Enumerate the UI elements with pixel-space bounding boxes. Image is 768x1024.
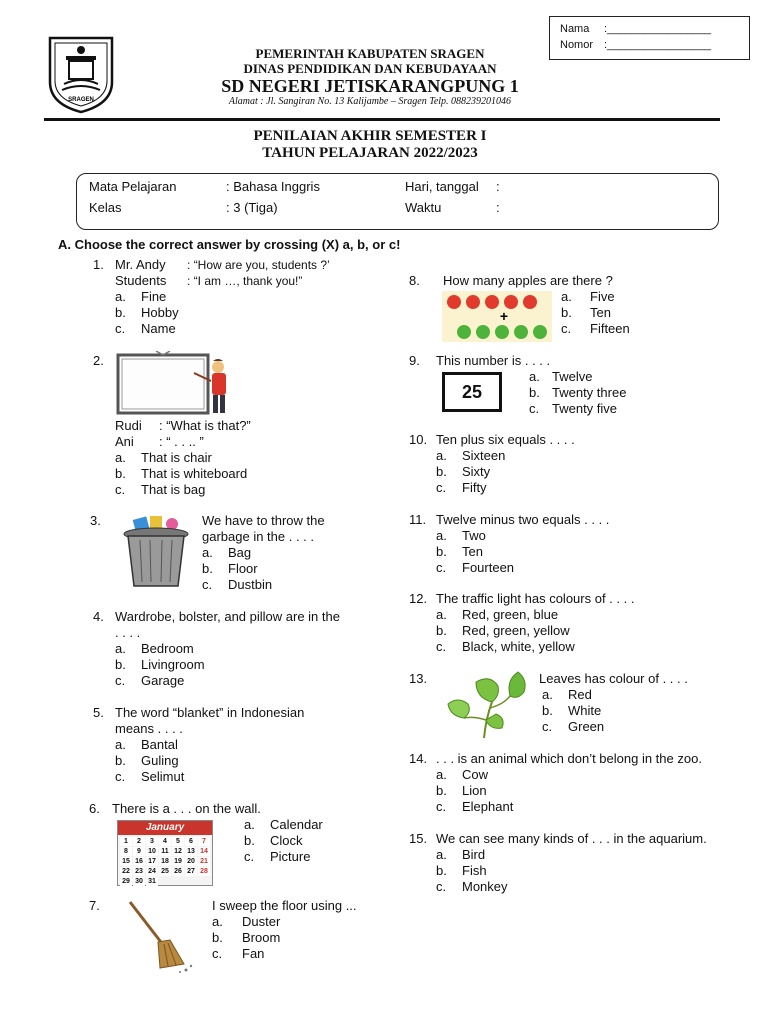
question-3: We have to throw the garbage in the . . . . a. Bag b. Floor c. Dustbin: [202, 513, 325, 592]
option-a[interactable]: Duster: [242, 914, 281, 929]
question-12: 12. The traffic light has colours of . . . . a. Red, green, blue b. Red, green, yellow c. Black, white, yellow: [409, 591, 635, 654]
calendar-day: 24: [146, 867, 158, 876]
question-7: I sweep the floor using ... a. Duster b. Broom c. Fan: [212, 898, 357, 961]
calendar-day: 21: [198, 857, 210, 866]
calendar-day: 26: [172, 867, 184, 876]
option-b[interactable]: White: [568, 703, 602, 718]
option-b[interactable]: Broom: [242, 930, 281, 945]
subject-label: Mata Pelajaran: [89, 179, 177, 194]
class-label: Kelas: [89, 200, 122, 215]
option-a[interactable]: That is chair: [141, 450, 212, 465]
option-a[interactable]: Bag: [228, 545, 252, 560]
calendar-day: 16: [133, 857, 145, 866]
calendar-day: 19: [172, 857, 184, 866]
question-5: 5. The word “blanket” in Indonesian means . . . . a. Bantal b. Guling c. Selimut: [93, 705, 305, 784]
option-b[interactable]: Red, green, yellow: [462, 623, 570, 638]
calendar-day: 25: [159, 867, 171, 876]
option-b[interactable]: Ten: [462, 544, 483, 559]
option-a[interactable]: Bedroom: [141, 641, 194, 656]
exam-year: TAHUN PELAJARAN 2022/2023: [262, 145, 478, 161]
time-value: :: [496, 200, 500, 215]
calendar-day: 8: [120, 847, 132, 856]
option-c[interactable]: Fan: [242, 946, 265, 961]
day-value: :: [496, 179, 500, 194]
option-c[interactable]: Fifteen: [590, 321, 630, 336]
option-b[interactable]: Lion: [462, 783, 487, 798]
calendar-day: 31: [146, 877, 158, 886]
school-address: Alamat : Jl. Sangiran No. 13 Kalijambe – Sragen Telp. 088239201046: [228, 96, 512, 107]
option-c[interactable]: That is bag: [141, 482, 206, 497]
option-b[interactable]: Floor: [228, 561, 258, 576]
calendar-day: 11: [159, 847, 171, 856]
option-a[interactable]: Twelve: [552, 369, 593, 384]
calendar-day: 9: [133, 847, 145, 856]
calendar-day: 29: [120, 877, 132, 886]
calendar-day: 10: [146, 847, 158, 856]
option-a[interactable]: Cow: [462, 767, 489, 782]
option-a[interactable]: Bantal: [141, 737, 178, 752]
option-a[interactable]: Five: [590, 289, 615, 304]
option-a[interactable]: Fine: [141, 289, 167, 304]
question-9-text: 9. This number is . . . .: [409, 353, 551, 368]
calendar-day: 6: [185, 837, 197, 846]
option-b[interactable]: Hobby: [141, 305, 179, 320]
option-c[interactable]: Selimut: [141, 769, 185, 784]
option-b[interactable]: That is whiteboard: [141, 466, 248, 481]
calendar-day: 18: [159, 857, 171, 866]
section-a-instruction: A. Choose the correct answer by crossing (X) a, b, or c!: [58, 237, 401, 252]
sragen-logo-icon: [46, 34, 116, 114]
question-13: Leaves has colour of . . . . a. Red b. White c. Green: [539, 671, 688, 734]
option-a[interactable]: Bird: [462, 847, 486, 862]
question-8: a. Five b. Ten c. Fifteen: [561, 289, 630, 336]
question-2-number: 2.: [93, 353, 104, 368]
option-a[interactable]: Sixteen: [462, 448, 506, 463]
option-c[interactable]: Elephant: [462, 799, 514, 814]
green-leaves-icon: [446, 668, 528, 740]
question-14: 14. . . . is an animal which don’t belong in the zoo. a. Cow b. Lion c. Elephant: [409, 751, 702, 814]
option-c[interactable]: Green: [568, 719, 605, 734]
question-8-text: 8. How many apples are there ?: [409, 273, 613, 288]
question-4: 4. Wardrobe, bolster, and pillow are in the . . . . a. Bedroom b. Livingroom c. Garage: [93, 609, 340, 688]
calendar-day: 4: [159, 837, 171, 846]
broom-icon: [126, 900, 198, 974]
calendar-day: 30: [133, 877, 145, 886]
question-13-number: 13.: [409, 671, 428, 686]
option-b[interactable]: Twenty three: [552, 385, 627, 400]
option-a[interactable]: Calendar: [270, 817, 323, 832]
calendar-day: 14: [198, 847, 210, 856]
number-blank: :_________________: [604, 39, 712, 51]
question-3-number: 3.: [90, 513, 101, 528]
whiteboard-teacher-icon: [116, 351, 232, 415]
question-7-number: 7.: [89, 898, 100, 913]
question-1: 1. Mr. Andy : “How are you, students ?’ Students : “I am …, thank you!” a. Fine b. Hobby c. Name: [93, 257, 330, 336]
calendar-day: 1: [120, 837, 132, 846]
option-b[interactable]: Guling: [141, 753, 179, 768]
option-c[interactable]: Garage: [141, 673, 185, 688]
day-label: Hari, tanggal: [405, 179, 479, 194]
number-label: Nomor: [560, 39, 594, 51]
subject-value: : Bahasa Inggris: [226, 179, 320, 194]
apples-addition-icon: [442, 291, 552, 342]
question-10: 10. Ten plus six equals . . . . a. Sixteen b. Sixty c. Fifty: [409, 432, 575, 495]
school-name: SD NEGERI JETISKARANGPUNG 1: [221, 76, 519, 96]
calendar-day: 3: [146, 837, 158, 846]
name-blank: :_________________: [604, 23, 712, 35]
option-c[interactable]: Fifty: [462, 480, 487, 495]
question-15: 15. We can see many kinds of . . . in the aquarium. a. Bird b. Fish c. Monkey: [409, 831, 707, 894]
plus-sign: +: [499, 308, 509, 324]
option-a[interactable]: Red: [568, 687, 592, 702]
option-c[interactable]: Fourteen: [462, 560, 515, 575]
question-9: a. Twelve b. Twenty three c. Twenty five: [529, 369, 627, 416]
header-line2: DINAS PENDIDIKAN DAN KEBUDAYAAN: [243, 61, 497, 76]
question-2: Rudi : “What is that?” Ani : “ . . .. ” a. That is chair b. That is whiteboard c. That is bag: [115, 418, 251, 497]
option-b[interactable]: Clock: [270, 833, 303, 848]
calendar-day: 5: [172, 837, 184, 846]
option-b[interactable]: Livingroom: [141, 657, 205, 672]
option-c[interactable]: Name: [141, 321, 176, 336]
option-b[interactable]: Fish: [462, 863, 487, 878]
calendar-day: 7: [198, 837, 210, 846]
logo-text: SRAGEN: [68, 97, 94, 103]
time-label: Waktu: [405, 200, 442, 215]
option-c[interactable]: Dustbin: [228, 577, 273, 592]
exam-title: PENILAIAN AKHIR SEMESTER I: [253, 128, 487, 144]
calendar-day: 2: [133, 837, 145, 846]
trash-bin-icon: [120, 516, 192, 590]
calendar-day: 22: [120, 867, 132, 876]
student-id-box: [549, 16, 750, 60]
option-c[interactable]: Picture: [270, 849, 311, 864]
question-11: 11. Twelve minus two equals . . . . a. Two b. Ten c. Fourteen: [409, 512, 610, 575]
option-a[interactable]: Red, green, blue: [462, 607, 559, 622]
calendar-month: January: [118, 821, 212, 835]
header-divider: [44, 118, 720, 121]
option-a[interactable]: Two: [462, 528, 486, 543]
header-line1: PEMERINTAH KABUPATEN SRAGEN: [255, 46, 485, 61]
question-6-text: 6. There is a . . . on the wall.: [89, 801, 261, 816]
number-box: 25: [442, 372, 502, 412]
option-b[interactable]: Ten: [590, 305, 611, 320]
option-c[interactable]: Monkey: [462, 879, 508, 894]
calendar-day: 27: [185, 867, 197, 876]
calendar-day: 28: [198, 867, 210, 876]
option-c[interactable]: Twenty five: [552, 401, 618, 416]
calendar-day: 12: [172, 847, 184, 856]
calendar-icon: [117, 820, 213, 886]
calendar-day: 20: [185, 857, 197, 866]
calendar-day: 15: [120, 857, 132, 866]
calendar-day: 13: [185, 847, 197, 856]
question-6: a. Calendar b. Clock c. Picture: [244, 817, 323, 864]
calendar-day: 23: [133, 867, 145, 876]
calendar-day: 17: [146, 857, 158, 866]
option-b[interactable]: Sixty: [462, 464, 491, 479]
name-label: Nama: [560, 23, 590, 35]
class-value: : 3 (Tiga): [226, 200, 278, 215]
option-c[interactable]: Black, white, yellow: [462, 639, 575, 654]
